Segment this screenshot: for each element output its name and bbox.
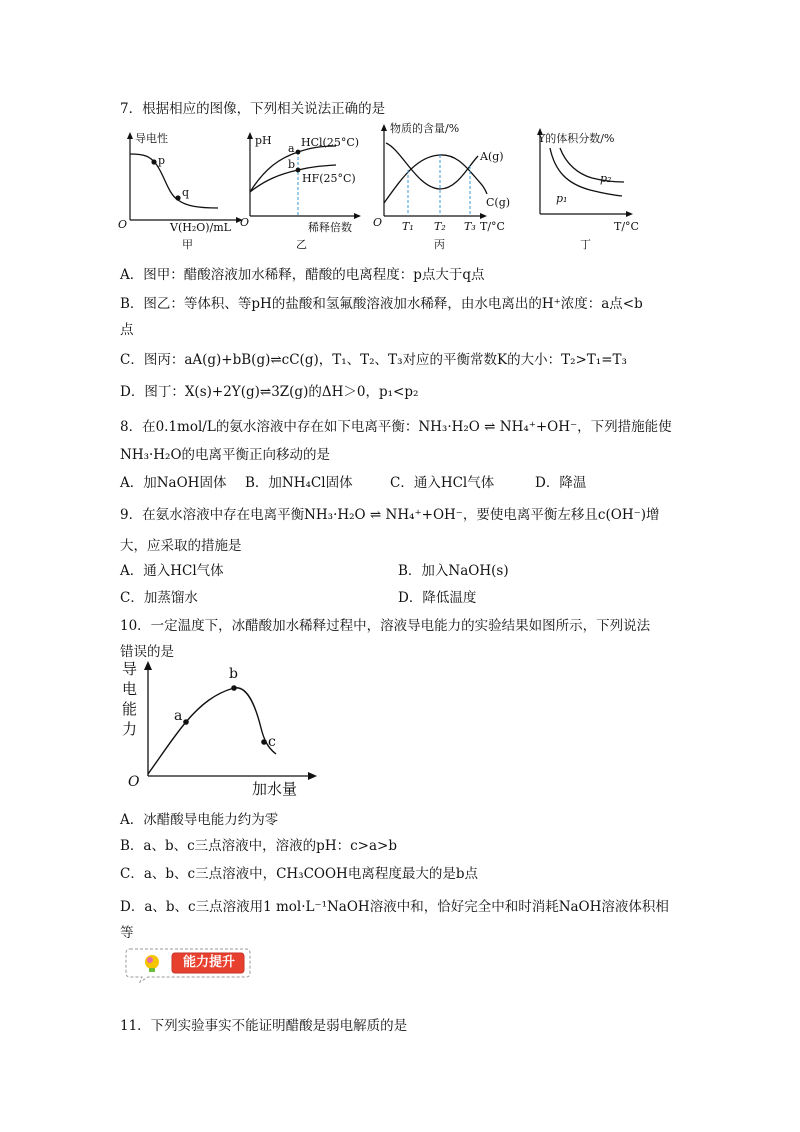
- q8-stem-cont: NH₃·H₂O的电离平衡正向移动的是: [120, 447, 331, 463]
- q9-stem-cont: 大，应采取的措施是: [120, 538, 242, 554]
- q10-option-c: C．a、b、c三点溶液中，CH₃COOH电离程度最大的是b点: [120, 866, 478, 882]
- q7-option-c: C．图丙：aA(g)+bB(g)⇌cC(g)，T₁、T₂、T₃对应的平衡常数K的大小：T₂>T₁=T₃: [120, 352, 627, 368]
- q8-option-d: D．降温: [535, 475, 587, 491]
- yi-b: b: [288, 158, 296, 171]
- q10-stem: 10．一定温度下，冰醋酸加水稀释过程中，溶液导电能力的实验结果如图所示，下列说法: [120, 618, 651, 634]
- q9-option-a: A．通入HCl气体: [120, 563, 224, 579]
- graph-origin: O: [128, 774, 140, 790]
- point-q: [175, 195, 180, 200]
- q8-stem: 8．在0.1mol/L的氨水溶液中存在如下电离平衡：NH₃·H₂O ⇌ NH₄⁺+OH⁻，下列措施能使: [120, 419, 672, 435]
- point-a: [296, 150, 301, 155]
- q10-option-d: D．a、b、c三点溶液用1 mol·L⁻¹NaOH溶液中和，恰好完全中和时消耗NaOH溶液体积相: [120, 899, 669, 915]
- q7-stem: 7．根据相应的图像，下列相关说法正确的是: [120, 101, 386, 117]
- graph-ylabel-1: 导: [122, 660, 138, 678]
- graph-ylabel-3: 能: [122, 700, 138, 718]
- q8-option-b: B．加NH₄Cl固体: [245, 475, 353, 491]
- q8-option-a: A．加NaOH固体: [120, 475, 227, 491]
- q10-stem-cont: 错误的是: [120, 644, 174, 660]
- q8-option-c: C．通入HCl气体: [390, 475, 495, 491]
- bing-t1: T₁: [402, 220, 414, 233]
- q9-option-b: B．加入NaOH(s): [398, 563, 509, 579]
- graph-ylabel-4: 力: [122, 720, 138, 738]
- yi-hf: HF(25°C): [302, 172, 356, 185]
- badge-text: 能力提升: [182, 955, 235, 970]
- bing-ylabel: 物质的含量/%: [390, 122, 460, 135]
- point-p: [151, 159, 156, 164]
- q9-option-c: C．加蒸馏水: [120, 590, 198, 606]
- graph-ding: [530, 124, 670, 253]
- jia-p: p: [158, 154, 166, 167]
- ding-ylabel: Y的体积分数/%: [538, 132, 615, 145]
- point-c: [261, 739, 267, 745]
- yi-origin: O: [240, 216, 250, 229]
- point-b: [231, 685, 237, 691]
- graph-a: a: [174, 708, 183, 724]
- bing-origin: O: [373, 216, 383, 229]
- bing-t2: T₂: [434, 220, 446, 233]
- yi-ylabel: pH: [255, 134, 272, 147]
- bing-t3: T₃: [464, 220, 476, 233]
- graph-xlabel: 加水量: [252, 780, 298, 798]
- point-a: [183, 719, 189, 725]
- yi-caption: 乙: [296, 238, 307, 251]
- graph-conductivity: [116, 658, 326, 798]
- q7-option-b-cont: 点: [120, 322, 134, 338]
- ding-p1: p₁: [556, 192, 568, 205]
- jia-origin: O: [118, 218, 128, 231]
- q7-option-d: D．图丁：X(s)+2Y(g)⇌3Z(g)的ΔH＞0，p₁<p₂: [120, 384, 419, 400]
- q9-stem: 9．在氨水溶液中存在电离平衡NH₃·H₂O ⇌ NH₄⁺+OH⁻，要使电离平衡左移且c(OH⁻)增: [120, 507, 660, 523]
- jia-q: q: [182, 186, 190, 199]
- graph-b: b: [229, 666, 238, 682]
- jia-xlabel: V(H₂O)/mL: [170, 221, 231, 234]
- ding-p2: p₂: [600, 172, 612, 185]
- q7-option-a: A．图甲：醋酸溶液加水稀释，醋酸的电离程度：p点大于q点: [120, 267, 485, 283]
- jia-ylabel: 导电性: [135, 132, 168, 145]
- bing-caption: 丙: [434, 238, 445, 251]
- yi-a: a: [288, 142, 295, 155]
- point-b: [296, 168, 301, 173]
- ability-badge: [122, 947, 252, 983]
- bing-xlabel: T/°C: [480, 220, 505, 233]
- yi-xlabel: 稀释倍数: [308, 221, 352, 234]
- ding-xlabel: T/°C: [614, 220, 639, 233]
- bing-A: A(g): [480, 150, 504, 163]
- q7-option-b: B．图乙：等体积、等pH的盐酸和氢氟酸溶液加水稀释，由水电离出的H⁺浓度：a点<b: [120, 296, 643, 312]
- q10-option-a: A．冰醋酸导电能力约为零: [120, 812, 279, 828]
- q9-option-d: D．降低温度: [398, 590, 477, 606]
- ding-caption: 丁: [580, 238, 591, 251]
- graph-yi: [240, 128, 375, 253]
- jia-caption: 甲: [182, 238, 193, 251]
- graph-c: c: [268, 734, 276, 750]
- graph-bing: [372, 118, 517, 253]
- yi-hcl: HCl(25°C): [301, 136, 360, 149]
- q10-option-b: B．a、b、c三点溶液中，溶液的pH：c>a>b: [120, 838, 397, 854]
- q10-option-d-cont: 等: [120, 925, 134, 941]
- graph-ylabel-2: 电: [122, 680, 138, 698]
- graph-jia: [118, 128, 243, 253]
- bing-C: C(g): [486, 196, 511, 209]
- q11-stem: 11．下列实验事实不能证明醋酸是弱电解质的是: [120, 1018, 408, 1034]
